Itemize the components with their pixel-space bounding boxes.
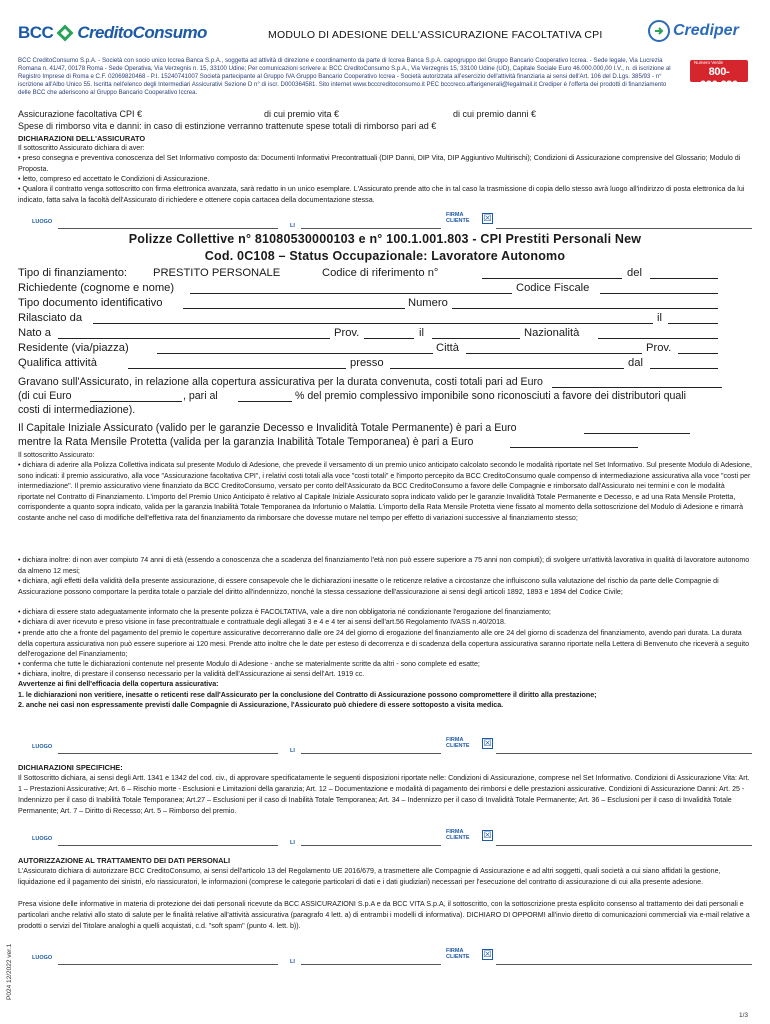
dichiara-adesione: • dichiara di aderire alla Polizza Collettiva indicata sul presente Modulo di Adesione, che prevede il versamento di un premio unico anticipato calcolato secondo le modalità riportate nel Set Informativo. Sul presente Modulo di Adesione, sono indicati: il premio assicurativo, alla voce "Assicurazione facoltativa CPI", i relativi costi totali alla voce "costi totali" e l'importo percepito da BCC CreditoConsumo quale compenso di intermediazione assicurativa alla voce "costi per intermediazione". Il premio assicurativo viene finanziato da BCC CreditoConsumo, versato per conto dell'Assicurato da BCC CreditoConsumo a favore delle Compagnie e rimborsato dall'Assicurato nei termini e con le modalità riportate nel Contratto di Finanziamento. L'importo del Premio Unico Anticipato è relativo al Capitale Iniziale Assicurato sopra indicato valido per le garanzie Invalidità Totale Permanente e Decesso, e ad una Rata Mensile Protetta, corrispondente a quanto sopra indicato, valida per la garanzia Inabilità Totale Temporanea da Infortunio o Malattia. L'importo della Rata Mensile Protetta viene fissato al momento della sottoscrizione del Modulo di Adesione e rimarrà costante anche nel caso di modifiche dell'effettiva rata del finanziamento da rimborsare che dovesse mutare nel tempo per effetto di variazioni successive al finanziamento stesso; — [18, 461, 752, 522]
tipo-finanziamento-value: PRESTITO PERSONALE — [153, 267, 281, 279]
firma-label: FIRMA — [446, 948, 464, 954]
codice-del-label: del — [627, 267, 642, 279]
signature-row — [18, 734, 752, 756]
document-title: MODULO DI ADESIONE DELL'ASSICURAZIONE FACOLTATIVA CPI — [268, 29, 603, 41]
crediper-logo-text: Crediper — [673, 22, 739, 39]
numero-verde-badge — [690, 60, 748, 91]
dal-field[interactable] — [650, 368, 718, 369]
luogo-label: LUOGO — [32, 955, 53, 961]
qualifica-field[interactable] — [128, 368, 346, 369]
li-line[interactable] — [301, 964, 441, 965]
dichiara-intro: Il sottoscritto Assicurato: — [18, 451, 95, 459]
richiedente-label: Richiedente (cognome e nome) — [18, 282, 175, 294]
bcc-creditoconsumo-logo — [18, 22, 207, 44]
codice-fiscale-field[interactable] — [600, 293, 718, 294]
firma-label: FIRMA — [446, 212, 464, 218]
rilasciato-field[interactable] — [93, 323, 653, 324]
rilasciato-il-field[interactable] — [668, 323, 718, 324]
bcc-logo-text: BCC — [18, 23, 54, 42]
cliente-label: CLIENTE — [446, 743, 470, 749]
citta-field[interactable] — [466, 353, 642, 354]
firma-cliente-label — [446, 737, 470, 749]
codice-riferimento-label: Codice di riferimento n° — [322, 267, 439, 279]
numero-field[interactable] — [452, 308, 718, 309]
numero-verde-number: 800-990.620 — [700, 66, 738, 91]
firma-checkbox[interactable]: ☒ — [483, 949, 492, 959]
firma-label: FIRMA — [446, 737, 464, 743]
nato-prov-field[interactable] — [364, 338, 414, 339]
crediper-arrow-icon — [648, 20, 670, 42]
nazionalita-label: Nazionalità — [524, 327, 580, 339]
dichiarazioni-specifiche-title: DICHIARAZIONI SPECIFICHE: — [18, 763, 123, 772]
nazionalita-field[interactable] — [598, 338, 718, 339]
nato-il-field[interactable] — [432, 338, 520, 339]
luogo-line[interactable] — [58, 845, 278, 846]
dichiara-eta: • dichiara inoltre: di non aver compiuto 74 anni di età (essendo a conoscenza che a scadenza del finanziamento l'età non può essere superiore a 75 anni non compiuti); di svolgere un'attività lavorativa in qualità di lavoratore autonomo da almeno 12 mesi; — [18, 556, 750, 575]
privacy-autorizzazione-text: L'Assicurato dichiara di autorizzare BCC CreditoConsumo, ai sensi dell'articolo 13 del Regolamento UE 2016/679, a trasmettere alle Compagnie di Assicurazione e ad altri soggetti, quali società a cui siano affidati la gestione, liquidazione ed il pagamento dei sinistri, e/o riassicuratori, le informazioni (comprese le categorie particolari di dati e i dati giudiziari) necessari per l'esecuzione del contratto di assicurazione di cui alla presente adesione. — [18, 867, 721, 886]
qualifica-label: Qualifica attività — [18, 357, 97, 369]
privacy-consenso-text: Presa visione delle informative in materia di protezione dei dati personali ricevute da BCC ASSICURAZIONI S.p.A e da BCC VITA S.p.A, il sottoscritto, con la sottoscrizione presta esplicito consenso al trattamento dei dati personali e particolari anche relativi allo stato di salute per le finalità relative all'attività assicurativa (paragrafo 4 lett. a) di entrambi i modelli di informativa). DICHIARO DI OPPORMI all'invio diretto di comunicazioni commerciali via e-mail relative a prodotti o servizi del Titolare analoghi a quelli acquistati, c.d. "soft spam" (punto 4. lett. b)). — [18, 900, 750, 930]
dichiara-consenso: • dichiara, inoltre, di prestare il consenso necessario per la validità dell'Assicurazione ai sensi dell'Art. 1919 cc. — [18, 670, 365, 678]
nato-il-label: il — [419, 327, 424, 339]
dichiarazione-letto: • letto, compreso ed accettato le Condizioni di Assicurazione. — [18, 175, 210, 183]
polizze-title-line1: Polizze Collettive n° 81080530000103 e n° 100.1.001.803 - CPI Prestiti Personali New — [128, 232, 642, 246]
dal-label: dal — [628, 357, 643, 369]
signature-row — [18, 209, 752, 231]
prende-atto-decorrenza: • prende atto che a fronte del pagamento del premio le coperture assicurative decorreranno dalle ore 24 del giorno di erogazione del finanziamento alle ore 24 del giorno di scadenza del finanziamento, avendo pari durata. La durata della copertura assicurativa non può essere superiore ai 120 mesi. Prende atto inoltre che le date per esteso di decorrenza e di scadenza della copertura assicurativa saranno riportate nella Lettera di Benvenuto che riceverà a seguito dell'erogazione del Finanziamento; — [18, 629, 750, 658]
luogo-line[interactable] — [58, 753, 278, 754]
costi-intermediazione-end: costi di intermediazione). — [18, 404, 136, 416]
li-label: LI — [290, 748, 295, 754]
nato-prov-label: Prov. — [334, 327, 360, 339]
firma-cliente-label — [446, 829, 470, 841]
richiedente-field[interactable] — [190, 293, 512, 294]
tipo-finanziamento-label: Tipo di finanziamento: — [18, 267, 128, 279]
firma-checkbox[interactable]: ☒ — [483, 830, 492, 840]
costi-di-cui-field[interactable] — [90, 401, 182, 402]
capitale-assicurato-field[interactable] — [584, 433, 690, 434]
codice-riferimento-field[interactable] — [482, 278, 622, 279]
spese-rimborso-label: Spese di rimborso vita e danni: in caso di estinzione verranno trattenute spese totali di rimborso pari ad € — [18, 121, 437, 131]
polizze-title-line2: Cod. 0C108 – Status Occupazionale: Lavoratore Autonomo — [204, 249, 566, 263]
luogo-label: LUOGO — [32, 219, 53, 225]
creditoconsumo-logo-text: CreditoConsumo — [77, 23, 207, 42]
company-info: BCC CreditoConsumo S.p.A. - Società con socio unico Iccrea Banca S.p.A., soggetta ad attività di direzione e coordinamento da parte di Iccrea Banca S.p.A. capogruppo del Gruppo Bancario Cooperativo Iccrea. - Sede legale, Via Lucrezia Romana n. 41/47, 00178 Roma - Sede Operativa, Via Verzegnis n. 15, 33100 Udine; Per comunicazioni scrivere a: BCC CreditoConsumo S.p.A., Via Verzegnis 15, 33100 Udine (UD), Capitale Sociale Euro 46.000.000,00 I.V., n. di iscrizione al Registro Imprese di Roma e C.F. 02069820468 - P.I. 15240741007 Società partecipante al Gruppo IVA Gruppo Bancario Cooperativo Iccrea - Società autorizzata all'esercizio dell'attività finanziaria ai sensi dell'Art. 106 del D.Lgs. 385/93 - n° iscrizione all'Albo Unico 55. Iscritta nell'elenco degli Intermediari Assicurativi Sezione D n° di iscr. D000364581. Sito internet www.bcccreditoconsumo.it PEC bcccreco.affarigenerali@legalmail.it Crediper è l'offerta dei prodotti di finanziamento delle BCC che aderiscono al Gruppo Bancario Cooperativo Iccrea. — [18, 57, 671, 96]
tipo-documento-label: Tipo documento identificativo — [18, 297, 163, 309]
firma-cliente-label — [446, 212, 470, 224]
nato-a-label: Nato a — [18, 327, 51, 339]
dichiara-facoltativa: • dichiara di essere stato adeguatamente informato che la presente polizza è FACOLTATIVA, vale a dire non obbligatoria né condizionante l'erogazione del finanziamento; — [18, 608, 551, 616]
costi-totali-text: Gravano sull'Assicurato, in relazione alla copertura assicurativa per la durata convenuta, costi totali pari ad Euro — [18, 376, 543, 388]
premio-danni-label: di cui premio danni € — [453, 109, 537, 119]
dichiarazione-firma-elettronica: • Qualora il contratto venga sottoscritto con firma elettronica avanzata, sarà redatto in un unico esemplare. L'Assicurato prende atto che in tal caso la trasmissione di copia dello stesso avrà luogo all'indirizzo di posta elettronica da lui indicato, fatta salva la facoltà dell'Assicurato di richiedere e ottenere copia cartacea della documentazione stessa. — [18, 185, 745, 204]
firma-line[interactable] — [496, 228, 752, 229]
li-line[interactable] — [301, 753, 441, 754]
privacy-title: AUTORIZZAZIONE AL TRATTAMENTO DEI DATI PERSONALI — [18, 856, 230, 865]
bcc-diamond-icon — [56, 24, 74, 42]
firma-checkbox[interactable]: ☒ — [483, 213, 492, 223]
li-line[interactable] — [301, 845, 441, 846]
firma-line[interactable] — [496, 753, 752, 754]
li-line[interactable] — [301, 228, 441, 229]
dichiara-allegati: • dichiara di aver ricevuto e preso visione in fase precontrattuale e contrattuale degli allegati 3 e 4 e 4 ter ai sensi dell'art.56 Regolamento IVASS n.40/2018. — [18, 618, 506, 626]
li-label: LI — [290, 840, 295, 846]
firma-label: FIRMA — [446, 829, 464, 835]
rilasciato-label: Rilasciato da — [18, 312, 83, 324]
dichiarazioni-assicurato-title: DICHIARAZIONI DELL'ASSICURATO — [18, 134, 146, 143]
residente-prov-label: Prov. — [646, 342, 672, 354]
residente-prov-field[interactable] — [678, 353, 718, 354]
tipo-documento-field[interactable] — [183, 308, 405, 309]
li-label: LI — [290, 959, 295, 965]
signature-row — [18, 826, 752, 848]
costi-totali-field[interactable] — [552, 387, 722, 388]
luogo-line[interactable] — [58, 228, 278, 229]
residente-field[interactable] — [157, 353, 433, 354]
dichiara-reticenze: • dichiara, agli effetti della validità della presente assicurazione, di essere consapevole che le dichiarazioni inesatte o le reticenze relative a circostanze che influiscono sulla valutazione del rischio da parte delle Compagnie di Assicurazione possono comportare la perdita totale o parziale del diritto all'indennizzo, nonché la stessa cessazione dell'assicurazione ai sensi degli articoli 1892, 1893 e 1894 del Codice Civile; — [18, 577, 719, 596]
cliente-label: CLIENTE — [446, 954, 470, 960]
presso-label: presso — [350, 357, 384, 369]
firma-cliente-label — [446, 948, 470, 960]
codice-del-field[interactable] — [650, 278, 718, 279]
form-version-code: P024 12/2022 ver.1 — [6, 943, 13, 1000]
premio-vita-label: di cui premio vita € — [264, 109, 340, 119]
luogo-line[interactable] — [58, 964, 278, 965]
premio-totale-label: Assicurazione facoltativa CPI € — [18, 109, 143, 119]
dichiarazioni-intro: Il sottoscritto Assicurato dichiara di aver: — [18, 144, 145, 152]
rata-protetta-text: mentre la Rata Mensile Protetta (valida per la garanzia Inabilità Totale Temporanea) è pari a Euro — [18, 436, 474, 448]
numero-verde-label: Numero Verde — [694, 60, 724, 65]
presso-field[interactable] — [390, 368, 624, 369]
cliente-label: CLIENTE — [446, 835, 470, 841]
rata-protetta-field[interactable] — [510, 447, 638, 448]
signature-row — [18, 945, 752, 967]
costi-percentuale-field[interactable] — [238, 401, 292, 402]
numero-label: Numero — [408, 297, 448, 309]
dichiarazione-set-informativo: • preso consegna e preventiva conoscenza del Set Informativo composto da: Documenti Informativi Precontrattuali (DIP Danni, DIP Vita, DIP Aggiuntivo Multirischi); Condizioni di Assicurazione comprensive del Glossario; Modulo di Proposta. — [18, 154, 741, 173]
cliente-label: CLIENTE — [446, 218, 470, 224]
avvertenza-1: 1. le dichiarazioni non veritiere, inesatte o reticenti rese dall'Assicurato per la conclusione del Contratto di Assicurazione possono compromettere il diritto alla prestazione; — [18, 691, 597, 699]
avvertenza-2: 2. anche nei casi non espressamente previsti dalle Compagnie di Assicurazione, l'Assicurato può chiedere di essere sottoposto a visita medica. — [18, 701, 504, 709]
avvertenze-title: Avvertenze ai fini dell'efficacia della copertura assicurativa: — [18, 680, 219, 688]
capitale-assicurato-text: Il Capitale Iniziale Assicurato (valido per le garanzie Decesso e Invalidità Totale Permanente) è pari a Euro — [18, 422, 517, 434]
luogo-label: LUOGO — [32, 836, 53, 842]
crediper-logo — [648, 20, 739, 42]
li-label: LI — [290, 223, 295, 229]
costi-intermediazione-text: % del premio complessivo imponibile sono riconosciuti a favore dei distributori quali — [295, 390, 686, 402]
conferma-dichiarazioni: • conferma che tutte le dichiarazioni contenute nel presente Modulo di Adesione - anche se materialmente scritte da altri - sono complete ed esatte; — [18, 660, 480, 668]
costi-di-cui-label: (di cui Euro — [18, 390, 72, 402]
dichiarazioni-specifiche-text: Il Sottoscritto dichiara, ai sensi degli Artt. 1341 e 1342 del cod. civ., di approvare specificatamente le seguenti disposizioni riportate nelle: Condizioni di Assicurazione, comprese nel Set Informativo. Condizioni di Assicurazione Vita: Art. 1 – Prestazioni Assicurative; Art. 6 – Rischio morte - Esclusioni e Limitazioni della garanzia; Art. 12 – Documentazione e modalità di pagamento dei rimborsi e delle prestazioni assicurative. Condizioni di Assicurazione Danni: Art. 25 - Indennizzo per il caso di Inabilità Totale Temporanea; Art.27 – Esclusioni per il caso di Inabilità Totale Temporanea; Art. 34 – Indennizzo per il caso di Invalidità Totale Permanente; Art. 36 – Esclusioni per il caso di Invalidità Totale Permanente; Art. 7 – Diritto di Recesso; Art. 5 – Rimborso del premio. — [18, 774, 750, 815]
firma-checkbox[interactable]: ☒ — [483, 738, 492, 748]
nato-a-field[interactable] — [58, 338, 330, 339]
costi-pari-label: , pari al — [183, 390, 218, 402]
citta-label: Città — [436, 342, 460, 354]
residente-label: Residente (via/piazza) — [18, 342, 129, 354]
firma-line[interactable] — [496, 964, 752, 965]
page-number: 1/3 — [739, 1012, 749, 1019]
firma-line[interactable] — [496, 845, 752, 846]
rilasciato-il-label: il — [657, 312, 662, 324]
luogo-label: LUOGO — [32, 744, 53, 750]
codice-fiscale-label: Codice Fiscale — [516, 282, 590, 294]
